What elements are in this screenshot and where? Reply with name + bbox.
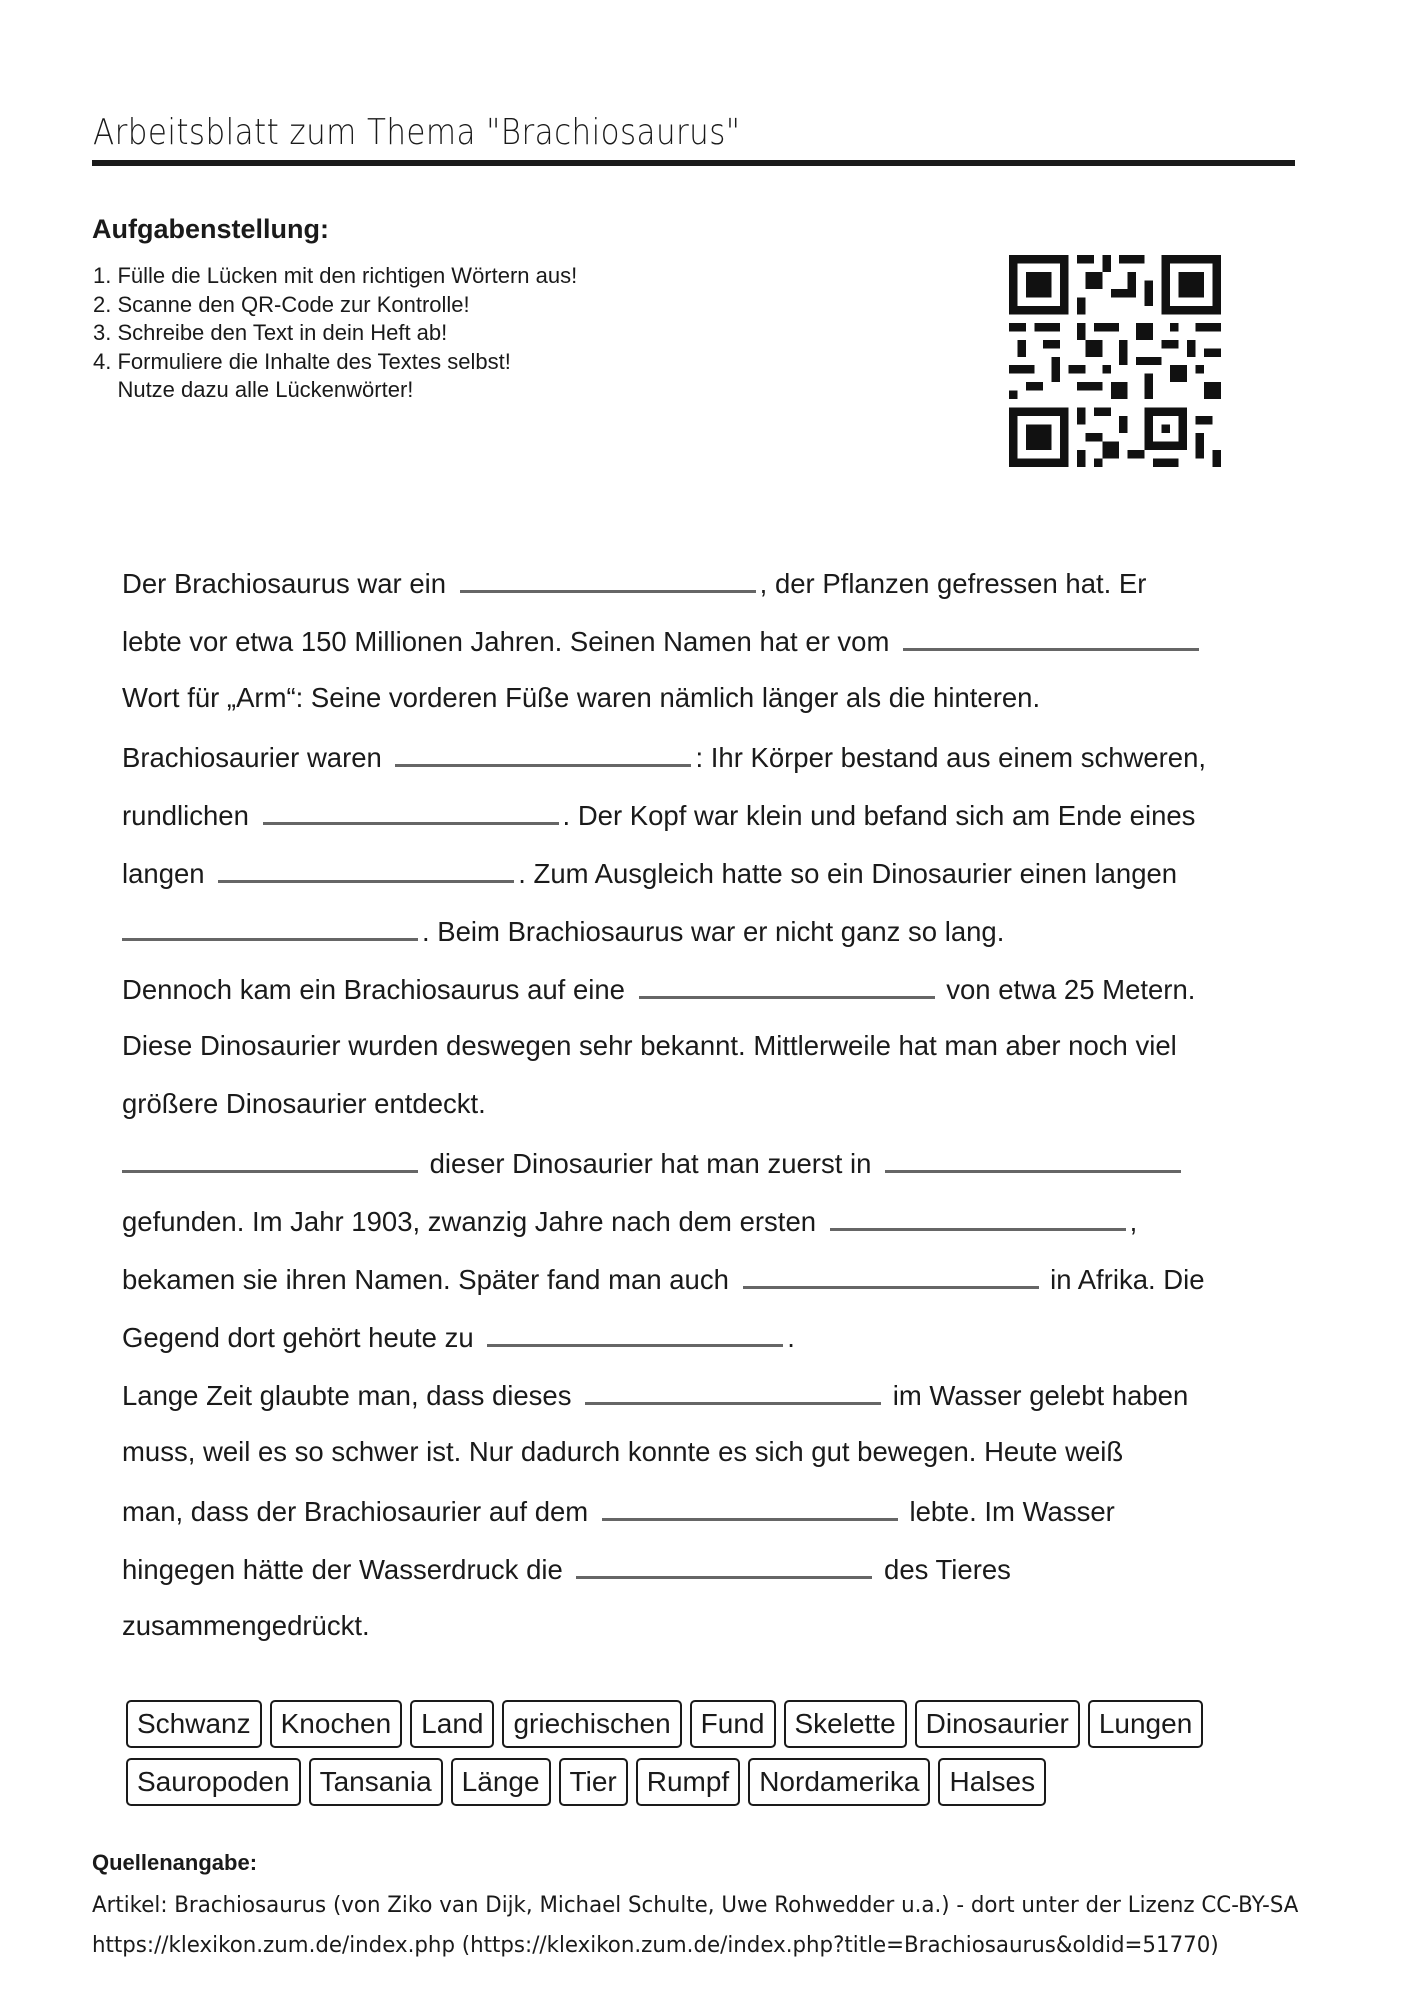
cloze-line: Diese Dinosaurier wurden deswegen sehr bekannt. Mittlerweile hat man aber noch viel: [122, 1030, 1177, 1061]
cloze-line: Der Brachiosaurus war ein , der Pflanzen gefressen hat. Er: [122, 560, 1302, 618]
word-chip[interactable]: Schwanz: [126, 1700, 262, 1748]
blank-field[interactable]: [903, 618, 1199, 651]
task-item: 3. Schreibe den Text in dein Heft ab!: [93, 320, 448, 345]
blank-field[interactable]: [263, 792, 559, 825]
cloze-line: größere Dinosaurier entdeckt.: [122, 1088, 486, 1119]
word-chip[interactable]: Länge: [451, 1758, 551, 1806]
cloze-line: muss, weil es so schwer ist. Nur dadurch konnte es sich gut bewegen. Heute weiß: [122, 1436, 1124, 1467]
blank-field[interactable]: [639, 966, 935, 999]
cloze-line: rundlichen . Der Kopf war klein und befand sich am Ende eines: [122, 792, 1302, 850]
cloze-line: Lange Zeit glaubte man, dass dieses im Wasser gelebt haben: [122, 1372, 1302, 1430]
blank-field[interactable]: [885, 1140, 1181, 1173]
word-chip[interactable]: Dinosaurier: [915, 1700, 1080, 1748]
word-chip[interactable]: Halses: [938, 1758, 1046, 1806]
word-chip[interactable]: Lungen: [1088, 1700, 1203, 1748]
word-chip[interactable]: Skelette: [784, 1700, 907, 1748]
source-article: Artikel: Brachiosaurus (von Ziko van Dijk, Michael Schulte, Uwe Rohwedder u.a.) - dort unter der Lizenz CC-BY-SA: [92, 1893, 1299, 1918]
task-item: 2. Scanne den QR-Code zur Kontrolle!: [93, 291, 470, 317]
word-bank: [126, 1700, 1306, 1816]
cloze-line: Brachiosaurier waren : Ihr Körper bestand aus einem schweren,: [122, 734, 1302, 792]
word-bank-row: [126, 1758, 1306, 1806]
cloze-line: Wort für „Arm“: Seine vorderen Füße waren nämlich länger als die hinteren.: [122, 682, 1041, 713]
cloze-line: man, dass der Brachiosaurier auf dem lebte. Im Wasser: [122, 1488, 1302, 1546]
blank-field[interactable]: [830, 1198, 1126, 1231]
cloze-line: gefunden. Im Jahr 1903, zwanzig Jahre nach dem ersten ,: [122, 1198, 1302, 1256]
title-underline: [92, 160, 1295, 166]
cloze-line: langen . Zum Ausgleich hatte so ein Dinosaurier einen langen: [122, 850, 1302, 908]
word-chip[interactable]: Tansania: [309, 1758, 443, 1806]
task-item: 1. Fülle die Lücken mit den richtigen Wörtern aus!: [93, 263, 578, 288]
cloze-line: zusammengedrückt.: [122, 1610, 370, 1641]
blank-field[interactable]: [487, 1314, 783, 1347]
word-chip[interactable]: Tier: [559, 1758, 628, 1806]
source-link[interactable]: https://klexikon.zum.de/index.php (https://klexikon.zum.de/index.php?title=Brachiosaurus&oldid=51770): [92, 1933, 1219, 1958]
blank-field[interactable]: [122, 1140, 418, 1173]
cloze-line: . Beim Brachiosaurus war er nicht ganz so lang.: [122, 908, 1302, 966]
word-chip[interactable]: Knochen: [270, 1700, 403, 1748]
blank-field[interactable]: [743, 1256, 1039, 1289]
word-chip[interactable]: Nordamerika: [748, 1758, 930, 1806]
blank-field[interactable]: [218, 850, 514, 883]
blank-field[interactable]: [576, 1546, 872, 1579]
task-item: Nutze dazu alle Lückenwörter!: [93, 377, 414, 402]
word-chip[interactable]: Sauropoden: [126, 1758, 301, 1806]
word-chip[interactable]: Land: [410, 1700, 494, 1748]
blank-field[interactable]: [395, 734, 691, 767]
source-heading: Quellenangabe:: [92, 1850, 258, 1875]
qr-code-icon[interactable]: [1009, 255, 1221, 467]
word-chip[interactable]: Rumpf: [636, 1758, 740, 1806]
task-heading: Aufgabenstellung:: [92, 214, 329, 244]
cloze-line: Gegend dort gehört heute zu .: [122, 1314, 1302, 1372]
task-list: [93, 262, 577, 405]
task-item: 4. Formuliere die Inhalte des Textes selbst!: [93, 348, 511, 374]
blank-field[interactable]: [602, 1488, 898, 1521]
cloze-line: hingegen hätte der Wasserdruck die des Tieres: [122, 1546, 1302, 1604]
cloze-line: Dennoch kam ein Brachiosaurus auf eine von etwa 25 Metern.: [122, 966, 1302, 1024]
cloze-line: dieser Dinosaurier hat man zuerst in: [122, 1140, 1302, 1198]
word-chip[interactable]: griechischen: [502, 1700, 681, 1748]
word-bank-row: [126, 1700, 1306, 1748]
blank-field[interactable]: [122, 908, 418, 941]
cloze-line: bekamen sie ihren Namen. Später fand man auch in Afrika. Die: [122, 1256, 1302, 1314]
page-title: Arbeitsblatt zum Thema "Brachiosaurus": [93, 112, 741, 153]
blank-field[interactable]: [585, 1372, 881, 1405]
word-chip[interactable]: Fund: [690, 1700, 776, 1748]
cloze-text: [122, 560, 1302, 1662]
cloze-line: lebte vor etwa 150 Millionen Jahren. Seinen Namen hat er vom: [122, 618, 1302, 676]
blank-field[interactable]: [460, 560, 756, 593]
